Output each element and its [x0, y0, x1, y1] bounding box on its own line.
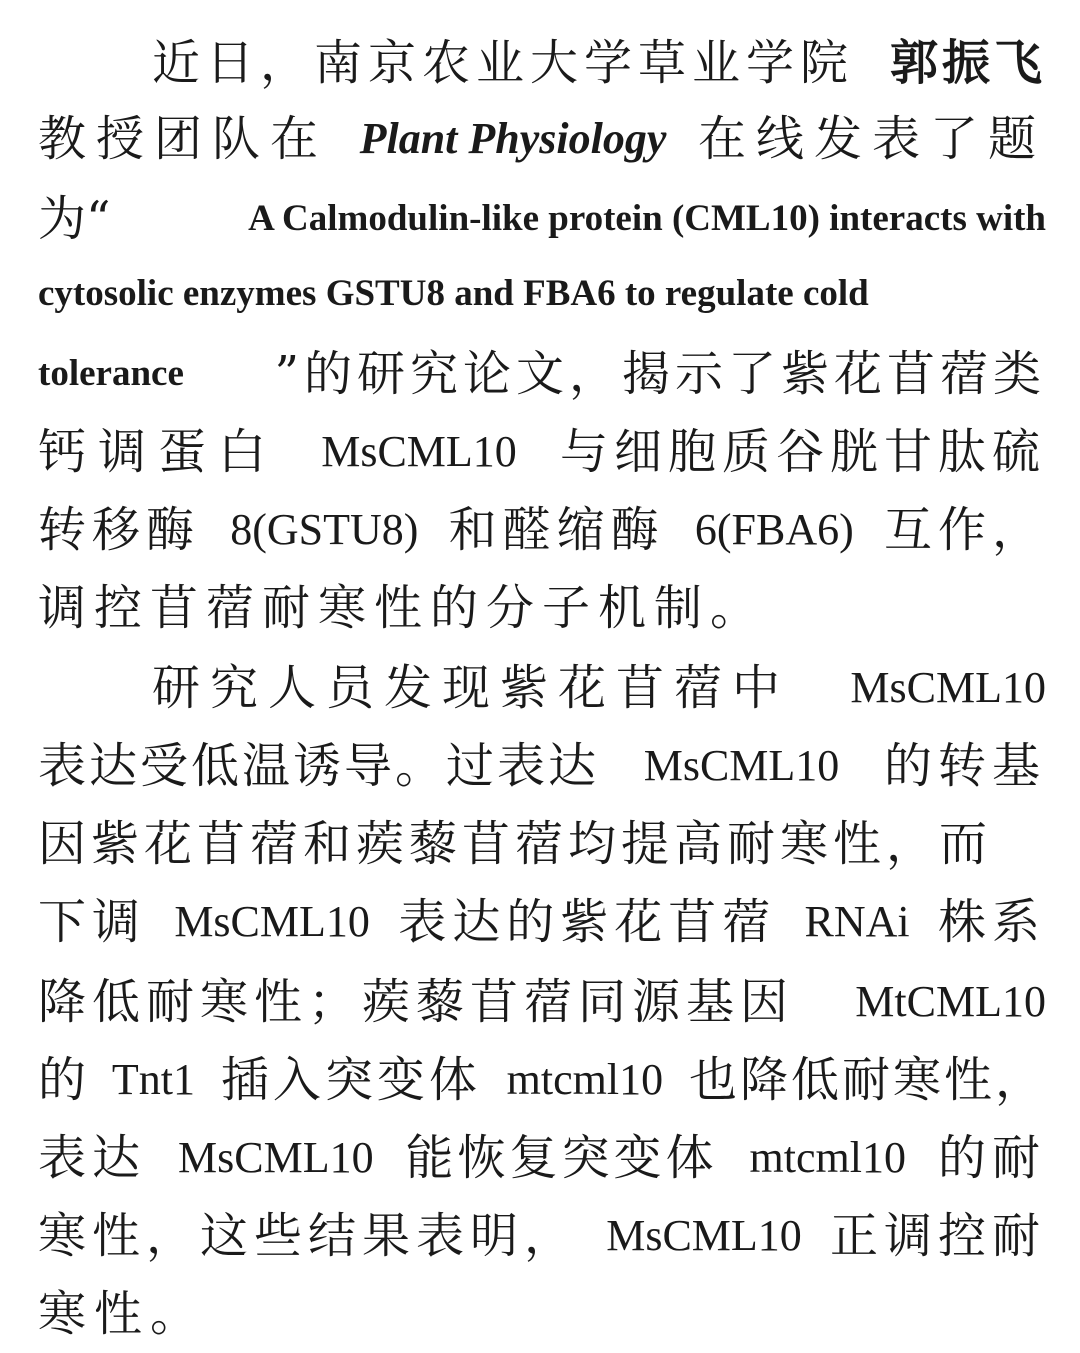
p1-line-7-c: 和醛缩酶 — [448, 502, 665, 558]
p2-line-1-a: 研究人员发现紫花苜蓿中 — [152, 660, 791, 716]
p2-line-2-a: 表达受低温诱导。过表达 — [38, 738, 600, 794]
p2-line-9 — [38, 1275, 1046, 1353]
p2-line-3-text: 因紫花苜蓿和蒺藜苜蓿均提高耐寒性，而 — [38, 816, 993, 872]
p2-line-2-c: 的转基 — [883, 738, 1046, 794]
p2-line-5 — [38, 963, 1046, 1041]
p1-line-2-pre: 教授团队在 — [38, 111, 329, 167]
p1-line-6-c: 与细胞质谷胱甘肽硫 — [559, 424, 1046, 480]
p2-line-8-c: 正调控耐 — [829, 1208, 1046, 1264]
mutant-mtcml10: mtcml10 — [749, 1133, 906, 1182]
p1-line-8-text: 调控苜蓿耐寒性的分子机制。 — [38, 580, 767, 636]
p1-intro-text: 近日，南京农业大学草业学院 — [152, 35, 855, 91]
p1-line-7-e: 互作， — [883, 502, 1046, 558]
p2-line-5-a: 降低耐寒性；蒺藜苜蓿同源基因 — [38, 974, 795, 1030]
p2-line-7-c: 能恢复突变体 — [405, 1130, 718, 1186]
p1-line-3-pre: 为“ — [38, 191, 111, 247]
p2-line-6-a: 的 — [38, 1052, 87, 1108]
p2-line-4-e: 株系 — [937, 894, 1046, 950]
p2-line-7-e: 的耐 — [937, 1130, 1046, 1186]
p2-line-4-c: 表达的紫花苜蓿 — [398, 894, 777, 950]
p2-line-2 — [38, 727, 1046, 805]
p1-line-1 — [152, 24, 1046, 102]
p2-line-6 — [38, 1041, 1046, 1119]
p1-line-7-a: 转移酶 — [38, 502, 201, 558]
p2-line-9-text: 寒性。 — [38, 1286, 207, 1342]
p1-line-3 — [38, 180, 1046, 258]
p2-line-4-a: 下调 — [38, 894, 147, 950]
p2-line-7 — [38, 1119, 1046, 1197]
p1-line-2 — [38, 100, 1046, 178]
gene-fba6: 6(FBA6) — [694, 505, 854, 554]
p1-line-7 — [38, 491, 1046, 569]
gene-mscml10: MsCML10 — [321, 427, 517, 476]
rnai-label: RNAi — [804, 897, 910, 946]
gene-mtcml10: MtCML10 — [855, 977, 1046, 1026]
p2-line-4 — [38, 883, 1046, 961]
p1-line-5 — [38, 335, 1046, 413]
p2-line-6-c: 插入突变体 — [220, 1052, 481, 1108]
p1-line-2-post: 在线发表了题 — [697, 111, 1046, 167]
paper-title-part-3: tolerance — [38, 353, 184, 394]
p1-line-6 — [38, 413, 1046, 491]
p2-line-3 — [38, 805, 1046, 883]
p1-line-5-post: ”的研究论文，揭示了紫花苜蓿类 — [274, 346, 1046, 402]
mutant-mtcml10: mtcml10 — [506, 1055, 664, 1104]
gene-mscml10: MsCML10 — [174, 897, 370, 946]
p2-line-6-e: 也降低耐寒性， — [688, 1052, 1046, 1108]
p1-line-4 — [38, 255, 1046, 333]
gene-mscml10: MsCML10 — [177, 1133, 374, 1182]
gene-mscml10: MsCML10 — [850, 663, 1046, 712]
p1-line-6-a: 钙调蛋白 — [38, 424, 279, 480]
p2-line-8 — [38, 1197, 1046, 1275]
professor-name: 郭振飞 — [889, 35, 1046, 91]
journal-name: Plant Physiology — [359, 114, 667, 163]
tnt1-label: Tnt1 — [111, 1055, 195, 1104]
gene-mscml10: MsCML10 — [606, 1211, 802, 1260]
paper-title-part-1: A Calmodulin-like protein (CML10) interacts with — [248, 198, 1046, 239]
gene-gstu8: 8(GSTU8) — [230, 505, 419, 554]
p2-line-7-a: 表达 — [38, 1130, 147, 1186]
p2-line-8-a: 寒性，这些结果表明， — [38, 1208, 579, 1264]
p2-line-1 — [152, 649, 1046, 727]
gene-mscml10: MsCML10 — [643, 741, 840, 790]
paper-title-part-2: cytosolic enzymes GSTU8 and FBA6 to regulate cold — [38, 273, 869, 314]
p1-line-8 — [38, 569, 1046, 647]
